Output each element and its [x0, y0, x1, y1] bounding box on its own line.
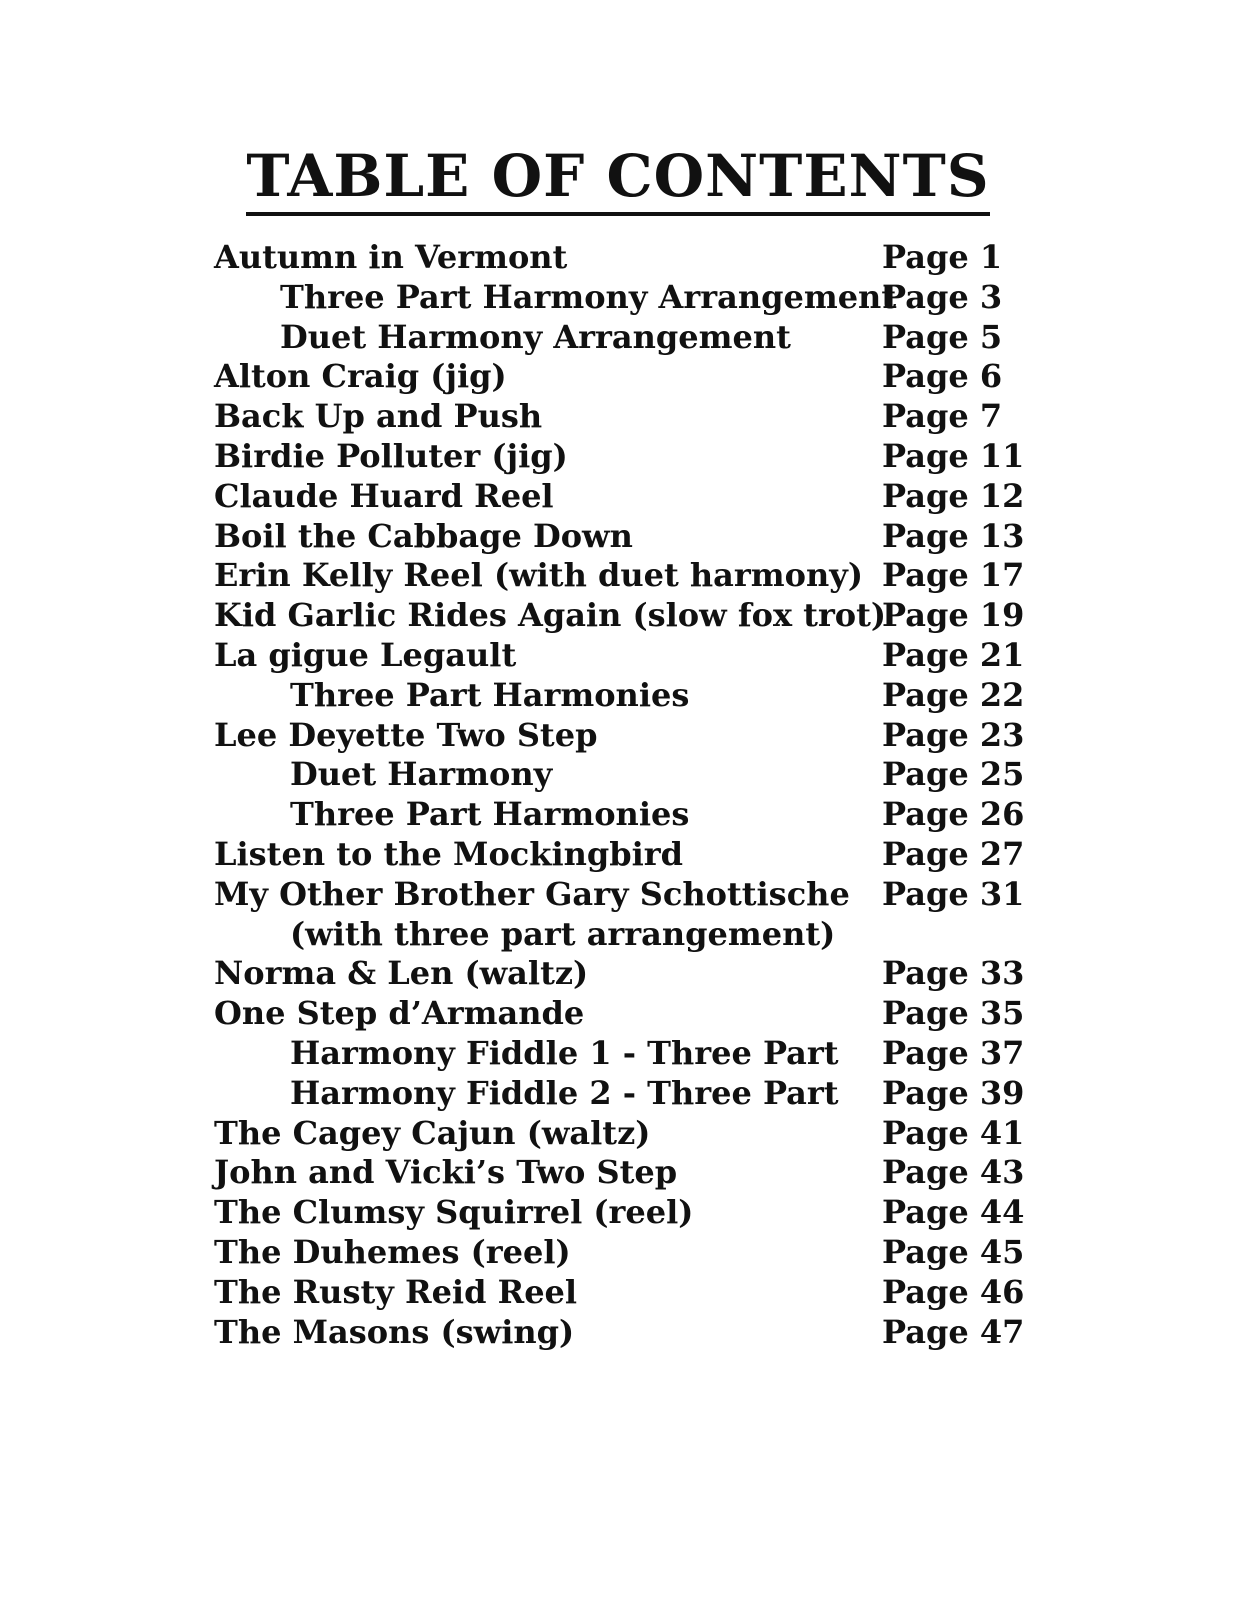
toc-entry-title: Back Up and Push [214, 397, 543, 436]
toc-entry [214, 357, 1034, 397]
toc-entry-title: Three Part Harmonies [290, 795, 690, 834]
toc-entry-title: Claude Huard Reel [214, 476, 554, 515]
toc-entry-title: The Masons (swing) [214, 1312, 575, 1351]
page-title-text: TABLE OF CONTENTS [246, 142, 989, 216]
toc-entry-title: Lee Deyette Two Step [214, 715, 598, 754]
toc-entry-title: Norma & Len (waltz) [214, 954, 589, 993]
toc-entry [214, 556, 1034, 596]
toc-entry-page-number: Page 35 [882, 994, 1025, 1033]
toc-entry [214, 1193, 1034, 1233]
toc-entry-page-number: Page 33 [882, 954, 1025, 993]
toc-entry-title: The Clumsy Squirrel (reel) [214, 1193, 694, 1232]
toc-entry-title: My Other Brother Gary Schottische [214, 874, 850, 913]
toc-entry [214, 1034, 1034, 1074]
toc-entry [214, 1233, 1034, 1273]
toc-entry [214, 397, 1034, 437]
toc-entry [214, 875, 1034, 915]
toc-entry-title: Three Part Harmonies [290, 675, 690, 714]
toc-entry-page-number: Page 26 [882, 795, 1025, 834]
toc-entry-title: The Duhemes (reel) [214, 1232, 571, 1271]
toc-entry-page-number: Page 39 [882, 1073, 1025, 1112]
page-title [0, 138, 1236, 214]
toc-entry-page-number: Page 5 [882, 317, 1003, 356]
toc-entry-page-number: Page 27 [882, 834, 1025, 873]
toc-entry-title: Harmony Fiddle 1 - Three Part [290, 1033, 839, 1072]
toc-entry-page-number: Page 17 [882, 556, 1025, 595]
toc-entry [214, 716, 1034, 756]
toc-entry-title: Alton Craig (jig) [214, 357, 507, 396]
toc-entry-page-number: Page 25 [882, 755, 1025, 794]
toc-entry-title: Duet Harmony Arrangement [280, 317, 791, 356]
toc-entry-page-number: Page 31 [882, 874, 1025, 913]
toc-entry [214, 278, 1034, 318]
toc-entry-page-number: Page 13 [882, 516, 1025, 555]
toc-entry [214, 596, 1034, 636]
toc-entry [214, 1153, 1034, 1193]
toc-entry [214, 795, 1034, 835]
toc-entry [214, 1074, 1034, 1114]
toc-entry-page-number: Page 23 [882, 715, 1025, 754]
toc-entry [214, 1273, 1034, 1313]
toc-entry-title: John and Vicki’s Two Step [214, 1153, 678, 1192]
toc-entry [214, 636, 1034, 676]
toc-entry-title: The Cagey Cajun (waltz) [214, 1113, 651, 1152]
toc-entry-page-number: Page 45 [882, 1232, 1025, 1271]
toc-entry [214, 994, 1034, 1034]
toc-entry [214, 238, 1034, 278]
toc-entry-title: The Rusty Reid Reel [214, 1272, 578, 1311]
table-of-contents-list [214, 238, 1034, 1352]
toc-entry [214, 1114, 1034, 1154]
toc-entry-title: Erin Kelly Reel (with duet harmony) [214, 556, 863, 595]
toc-entry-title: Autumn in Vermont [214, 238, 568, 276]
toc-entry [214, 437, 1034, 477]
toc-entry-title: Kid Garlic Rides Again (slow fox trot) [214, 596, 887, 635]
toc-entry-title: Birdie Polluter (jig) [214, 436, 568, 475]
toc-entry-title: One Step d’Armande [214, 994, 585, 1033]
toc-entry [214, 676, 1034, 716]
toc-entry-page-number: Page 19 [882, 596, 1025, 635]
toc-entry-page-number: Page 37 [882, 1033, 1025, 1072]
toc-entry-title: (with three part arrangement) [290, 914, 836, 953]
toc-entry [214, 954, 1034, 994]
toc-entry-title: Boil the Cabbage Down [214, 516, 633, 555]
toc-entry-page-number: Page 44 [882, 1193, 1025, 1232]
toc-entry-page-number: Page 46 [882, 1272, 1025, 1311]
toc-entry-page-number: Page 6 [882, 357, 1003, 396]
toc-entry-page-number: Page 47 [882, 1312, 1025, 1351]
toc-entry-page-number: Page 21 [882, 635, 1025, 674]
toc-entry-title: La gigue Legault [214, 635, 517, 674]
toc-entry-title: Harmony Fiddle 2 - Three Part [290, 1073, 839, 1112]
toc-entry-page-number: Page 43 [882, 1153, 1025, 1192]
toc-entry-page-number: Page 41 [882, 1113, 1025, 1152]
toc-entry-page-number: Page 12 [882, 476, 1025, 515]
toc-entry-page-number: Page 3 [882, 277, 1003, 316]
toc-entry [214, 517, 1034, 557]
toc-entry-page-number: Page 22 [882, 675, 1025, 714]
toc-entry-title: Duet Harmony [290, 755, 553, 794]
toc-entry-title: Three Part Harmony Arrangement [280, 277, 897, 316]
toc-entry-page-number: Page 11 [882, 436, 1025, 475]
toc-entry [214, 318, 1034, 358]
toc-entry [214, 755, 1034, 795]
toc-entry [214, 1313, 1034, 1353]
toc-entry-title: Listen to the Mockingbird [214, 834, 684, 873]
toc-entry-page-number: Page 7 [882, 397, 1003, 436]
toc-entry [214, 915, 1034, 955]
toc-entry [214, 835, 1034, 875]
toc-entry [214, 477, 1034, 517]
toc-entry-page-number: Page 1 [882, 238, 1003, 276]
